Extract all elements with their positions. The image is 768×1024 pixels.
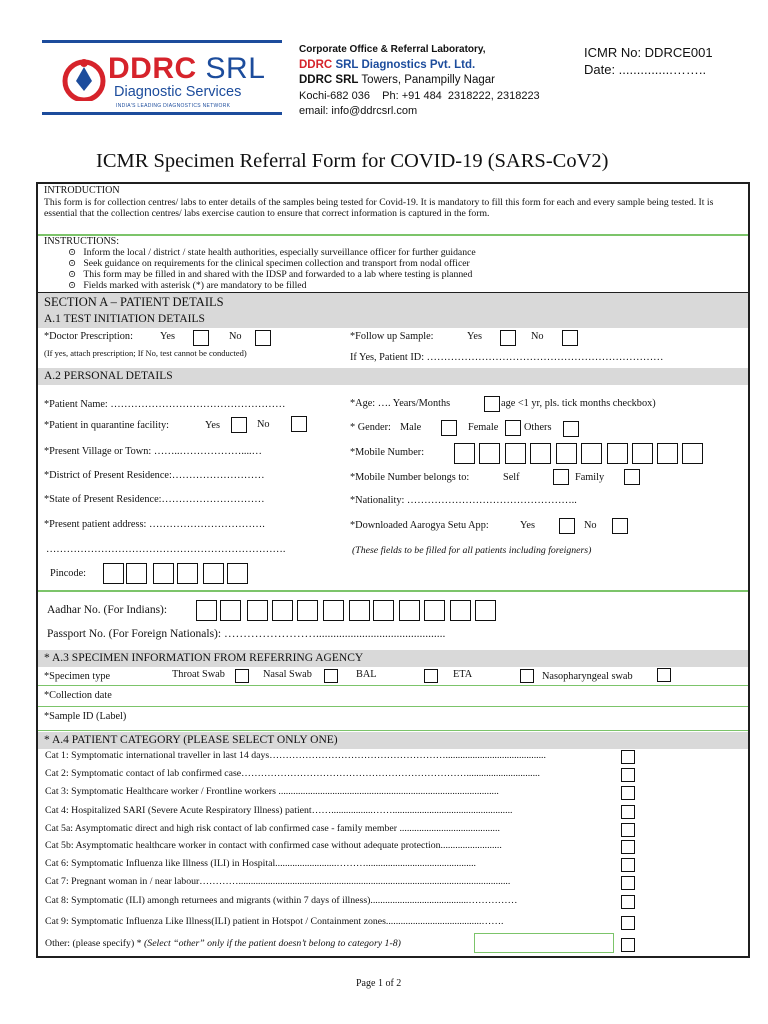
specimen-type-label: *Specimen type (44, 671, 111, 682)
collection-date-field[interactable]: *Collection date (44, 690, 112, 701)
aadhar-digit-box[interactable] (220, 600, 241, 621)
aadhar-digit-box[interactable] (247, 600, 268, 621)
foreigners-note: (These fields to be filled for all patients including foreigners) (352, 545, 592, 556)
follow-up-no-label: No (531, 331, 544, 342)
quarantine-label: *Patient in quarantine facility: (44, 420, 169, 431)
section-a-rule (38, 292, 748, 293)
pincode-digit-box[interactable] (126, 563, 147, 584)
email-line: email: info@ddrcsrl.com (299, 105, 418, 117)
a4-divider (38, 730, 748, 731)
specimen-bal-checkbox[interactable] (424, 669, 438, 683)
follow-up-yes-label: Yes (467, 331, 482, 342)
other-specify-input[interactable] (474, 933, 614, 953)
category-item: Cat 1: Symptomatic international traveller in last 14 days………………………………………………......................................... (45, 750, 546, 761)
mobile-digit-box[interactable] (682, 443, 703, 464)
company-name (299, 58, 559, 74)
pincode-digit-box[interactable] (153, 563, 174, 584)
page-number: Page 1 of 2 (356, 978, 402, 989)
age-field[interactable]: *Age: …. Years/Months (350, 398, 451, 409)
aarogya-yes-label: Yes (520, 520, 535, 531)
category-item: Cat 6: Symptomatic Influenza like Illness (ILI) in Hospital.........................………............................................. (45, 858, 477, 869)
category-item: Cat 7: Pregnant woman in / near labour…………............................................................................................................... (45, 876, 511, 887)
category-item: Cat 8: Symptomatic (ILI) amongh returnees and migrants (within 7 days of illness)........................................…………… (45, 895, 518, 906)
logo (42, 40, 282, 118)
aarogya-no-checkbox[interactable] (612, 518, 628, 534)
other-note: (Select “other” only if the patient doesn’t belong to category 1-8) (144, 938, 401, 949)
other-label: Other: (please specify) * (45, 938, 142, 949)
follow-up-no-checkbox[interactable] (562, 330, 578, 346)
mobile-digit-box[interactable] (530, 443, 551, 464)
company-rest: Diagnostics Pvt. Ltd. (361, 58, 476, 71)
quarantine-no-checkbox[interactable] (291, 416, 307, 432)
bullet-icon: ⊙ (68, 269, 84, 280)
logo-srl: SRL (205, 52, 266, 85)
mobile-digit-box[interactable] (632, 443, 653, 464)
intro-text: This form is for collection centres/ labs to enter details of the samples being tested for Covid-19. It is mandatory to fill this form for each and every sample being tested. It is essential that the collection centres/ labs exercise caution to ensure that correct information is captured in the form. (44, 197, 714, 219)
company-ddrc: DDRC (299, 58, 333, 71)
logo-text (108, 54, 265, 84)
page-title-main: ICMR Specimen Referral Form (96, 150, 357, 172)
pincode-digit-box[interactable] (227, 563, 248, 584)
mobile-digit-box[interactable] (607, 443, 628, 464)
gender-others-checkbox[interactable] (563, 421, 579, 437)
pincode-digit-box[interactable] (203, 563, 224, 584)
frame-bottom (36, 956, 750, 958)
specimen-nasopharyngeal-checkbox[interactable] (657, 668, 671, 682)
mobile-family-checkbox[interactable] (624, 469, 640, 485)
logo-ddrc: DDRC (108, 52, 197, 85)
instruction-item (68, 258, 476, 269)
instruction-text: Inform the local / district / state health authorities, especially surveillance officer for further guidance (83, 247, 476, 258)
category-item: Cat 5a: Asymptomatic direct and high risk contact of lab confirmed case - family member ......................................... (45, 823, 500, 834)
instructions-heading: INSTRUCTIONS: (44, 236, 120, 247)
category-item: Cat 9: Symptomatic Influenza Like Illness(ILI) patient in Hotspot / Containment zones.......................................……. (45, 916, 504, 927)
frame-right (748, 182, 750, 958)
specimen-nasopharyngeal-label: Nasopharyngeal swab (542, 671, 633, 682)
gender-female-checkbox[interactable] (505, 420, 521, 436)
towers-bold: DDRC SRL (299, 74, 359, 86)
village-field[interactable]: *Present Village or Town: ……..………………....… (44, 446, 262, 457)
follow-up-yes-checkbox[interactable] (500, 330, 516, 346)
aadhar-digit-box[interactable] (297, 600, 318, 621)
age-note: age <1 yr, pls. tick months checkbox) (501, 398, 656, 409)
page-title-rest: for COVID-19 (SARS-CoV2) (361, 150, 609, 172)
category-checkbox[interactable] (621, 768, 635, 782)
date-field[interactable]: Date: ...............…….. (584, 62, 707, 77)
category-checkbox[interactable] (621, 895, 635, 909)
address-line2-field[interactable]: ……………………………………………………………. (46, 544, 286, 555)
address-field[interactable]: *Present patient address: ……………………………. (44, 519, 265, 530)
office-address (299, 42, 559, 120)
aarogya-yes-checkbox[interactable] (559, 518, 575, 534)
category-checkbox[interactable] (621, 916, 635, 930)
mobile-digit-box[interactable] (505, 443, 526, 464)
aadhar-digit-box[interactable] (323, 600, 344, 621)
category-checkbox[interactable] (621, 823, 635, 837)
category-item: Cat 4: Hospitalized SARI (Severe Acute Respiratory Illness) patient…….................……................................................. (45, 805, 513, 816)
aadhar-digit-box[interactable] (450, 600, 471, 621)
category-item: Cat 3: Symptomatic Healthcare worker / Frontline workers .......................................................................................... (45, 786, 499, 797)
gender-female-label: Female (468, 422, 499, 433)
gender-male-checkbox[interactable] (441, 420, 457, 436)
mobile-digit-box[interactable] (657, 443, 678, 464)
company-srl: SRL (335, 58, 359, 71)
prescription-no-checkbox[interactable] (255, 330, 271, 346)
aarogya-label: *Downloaded Aarogya Setu App: (350, 520, 489, 531)
doctor-prescription-label: *Doctor Prescription: (44, 331, 133, 342)
sample-id-field[interactable]: *Sample ID (Label) (44, 711, 127, 722)
towers (299, 73, 559, 89)
a3-divider-2 (38, 706, 748, 707)
intro-divider (38, 234, 748, 236)
a4-heading: * A.4 PATIENT CATEGORY (PLEASE SELECT ONLY ONE) (38, 732, 748, 749)
prescription-no-label: No (229, 331, 242, 342)
aadhar-divider (38, 590, 748, 592)
mobile-family-label: Family (575, 472, 605, 483)
quarantine-no-label: No (257, 419, 270, 430)
mobile-digit-box[interactable] (454, 443, 475, 464)
aadhar-digit-box[interactable] (399, 600, 420, 621)
category-checkbox[interactable] (621, 858, 635, 872)
prescription-note: (If yes, attach prescription; If No, test cannot be conducted) (44, 348, 247, 358)
follow-up-label: *Follow up Sample: (350, 331, 434, 342)
passport-field[interactable]: Passport No. (For Foreign Nationals): ……………………............................................. (47, 628, 446, 640)
instruction-text: This form may be filled in and shared with the IDSP and forwarded to a lab where testing is planned (83, 269, 473, 280)
instruction-item (68, 280, 476, 291)
bullet-icon: ⊙ (68, 247, 84, 258)
frame-top (38, 182, 750, 184)
instruction-item (68, 269, 476, 280)
instruction-item (68, 247, 476, 258)
specimen-nasal-swab-label: Nasal Swab (263, 669, 312, 680)
category-checkbox[interactable] (621, 840, 635, 854)
aadhar-digit-box[interactable] (424, 600, 445, 621)
mobile-belongs-label: *Mobile Number belongs to: (350, 472, 470, 483)
a3-divider-1 (38, 685, 748, 686)
mobile-digit-box[interactable] (479, 443, 500, 464)
prescription-yes-label: Yes (160, 331, 175, 342)
aadhar-label: Aadhar No. (For Indians): (47, 604, 168, 616)
category-item: Cat 2: Symptomatic contact of lab confirmed case…………………………………………………………….............................. (45, 768, 540, 779)
bullet-icon: ⊙ (68, 258, 84, 269)
specimen-eta-checkbox[interactable] (520, 669, 534, 683)
patient-name-field[interactable]: *Patient Name: …………………………………………… (44, 399, 286, 410)
instruction-text: Seek guidance on requirements for the clinical specimen collection and transport from nodal officer (83, 258, 470, 269)
state-field[interactable]: *State of Present Residence:………………………… (44, 494, 265, 505)
towers-rest: Towers, Panampilly Nagar (361, 74, 496, 86)
mobile-label: *Mobile Number: (350, 447, 425, 458)
mobile-digit-box[interactable] (556, 443, 577, 464)
instruction-text: Fields marked with asterisk (*) are mandatory to be filled (83, 280, 307, 291)
logo-top-rule (42, 40, 282, 43)
prescription-yes-checkbox[interactable] (193, 330, 209, 346)
intro-heading: INTRODUCTION (44, 185, 120, 196)
pincode-digit-box[interactable] (177, 563, 198, 584)
office-title: Corporate Office & Referral Laboratory, (299, 44, 486, 55)
logo-tagline: INDIA'S LEADING DIAGNOSTICS NETWORK (116, 103, 231, 109)
instructions-list (68, 247, 476, 291)
specimen-nasal-swab-checkbox[interactable] (324, 669, 338, 683)
gender-others-label: Others (524, 422, 552, 433)
other-checkbox[interactable] (621, 938, 635, 952)
aadhar-digit-box[interactable] (373, 600, 394, 621)
quarantine-yes-checkbox[interactable] (231, 417, 247, 433)
age-months-checkbox[interactable] (484, 396, 500, 412)
specimen-throat-swab-label: Throat Swab (172, 669, 225, 680)
district-field[interactable]: *District of Present Residence:……………………… (44, 470, 265, 481)
aadhar-digit-box[interactable] (475, 600, 496, 621)
category-item: Cat 5b: Asymptomatic healthcare worker in contact with confirmed case without adequate protection......................... (45, 840, 502, 851)
category-checkbox[interactable] (621, 876, 635, 890)
section-a-heading: SECTION A – PATIENT DETAILS (38, 293, 748, 311)
other-category (45, 938, 401, 949)
category-checkbox[interactable] (621, 786, 635, 800)
gender-male-label: Male (400, 422, 422, 433)
category-checkbox[interactable] (621, 805, 635, 819)
patient-id-field[interactable]: If Yes, Patient ID: …………………………………………………………… (350, 352, 664, 363)
nationality-field[interactable]: *Nationality: ………………………………………….. (350, 495, 577, 506)
aarogya-no-label: No (584, 520, 597, 531)
specimen-throat-swab-checkbox[interactable] (235, 669, 249, 683)
a1-heading: A.1 TEST INITIATION DETAILS (38, 311, 748, 328)
logo-subtitle: Diagnostic Services (114, 84, 242, 100)
pincode-digit-box[interactable] (103, 563, 124, 584)
logo-bottom-rule (42, 112, 282, 115)
aadhar-digit-box[interactable] (196, 600, 217, 621)
logo-emblem-icon (62, 57, 106, 101)
page-title (96, 150, 608, 173)
a2-heading: A.2 PERSONAL DETAILS (38, 368, 748, 385)
address-line: Kochi-682 036 Ph: +91 484 2318222, 2318223 (299, 89, 540, 102)
aadhar-digit-box[interactable] (272, 600, 293, 621)
mobile-self-checkbox[interactable] (553, 469, 569, 485)
specimen-eta-label: ETA (453, 669, 473, 680)
gender-label: * Gender: (350, 422, 391, 433)
a3-heading: * A.3 SPECIMEN INFORMATION FROM REFERRING AGENCY (38, 650, 748, 667)
aadhar-digit-box[interactable] (349, 600, 370, 621)
icmr-number: ICMR No: DDRCE001 (584, 45, 713, 60)
specimen-bal-label: BAL (356, 669, 377, 680)
mobile-self-label: Self (503, 472, 520, 483)
quarantine-yes-label: Yes (205, 420, 220, 431)
bullet-icon: ⊙ (68, 280, 84, 291)
pincode-label: Pincode: (50, 568, 87, 579)
mobile-digit-box[interactable] (581, 443, 602, 464)
category-checkbox[interactable] (621, 750, 635, 764)
